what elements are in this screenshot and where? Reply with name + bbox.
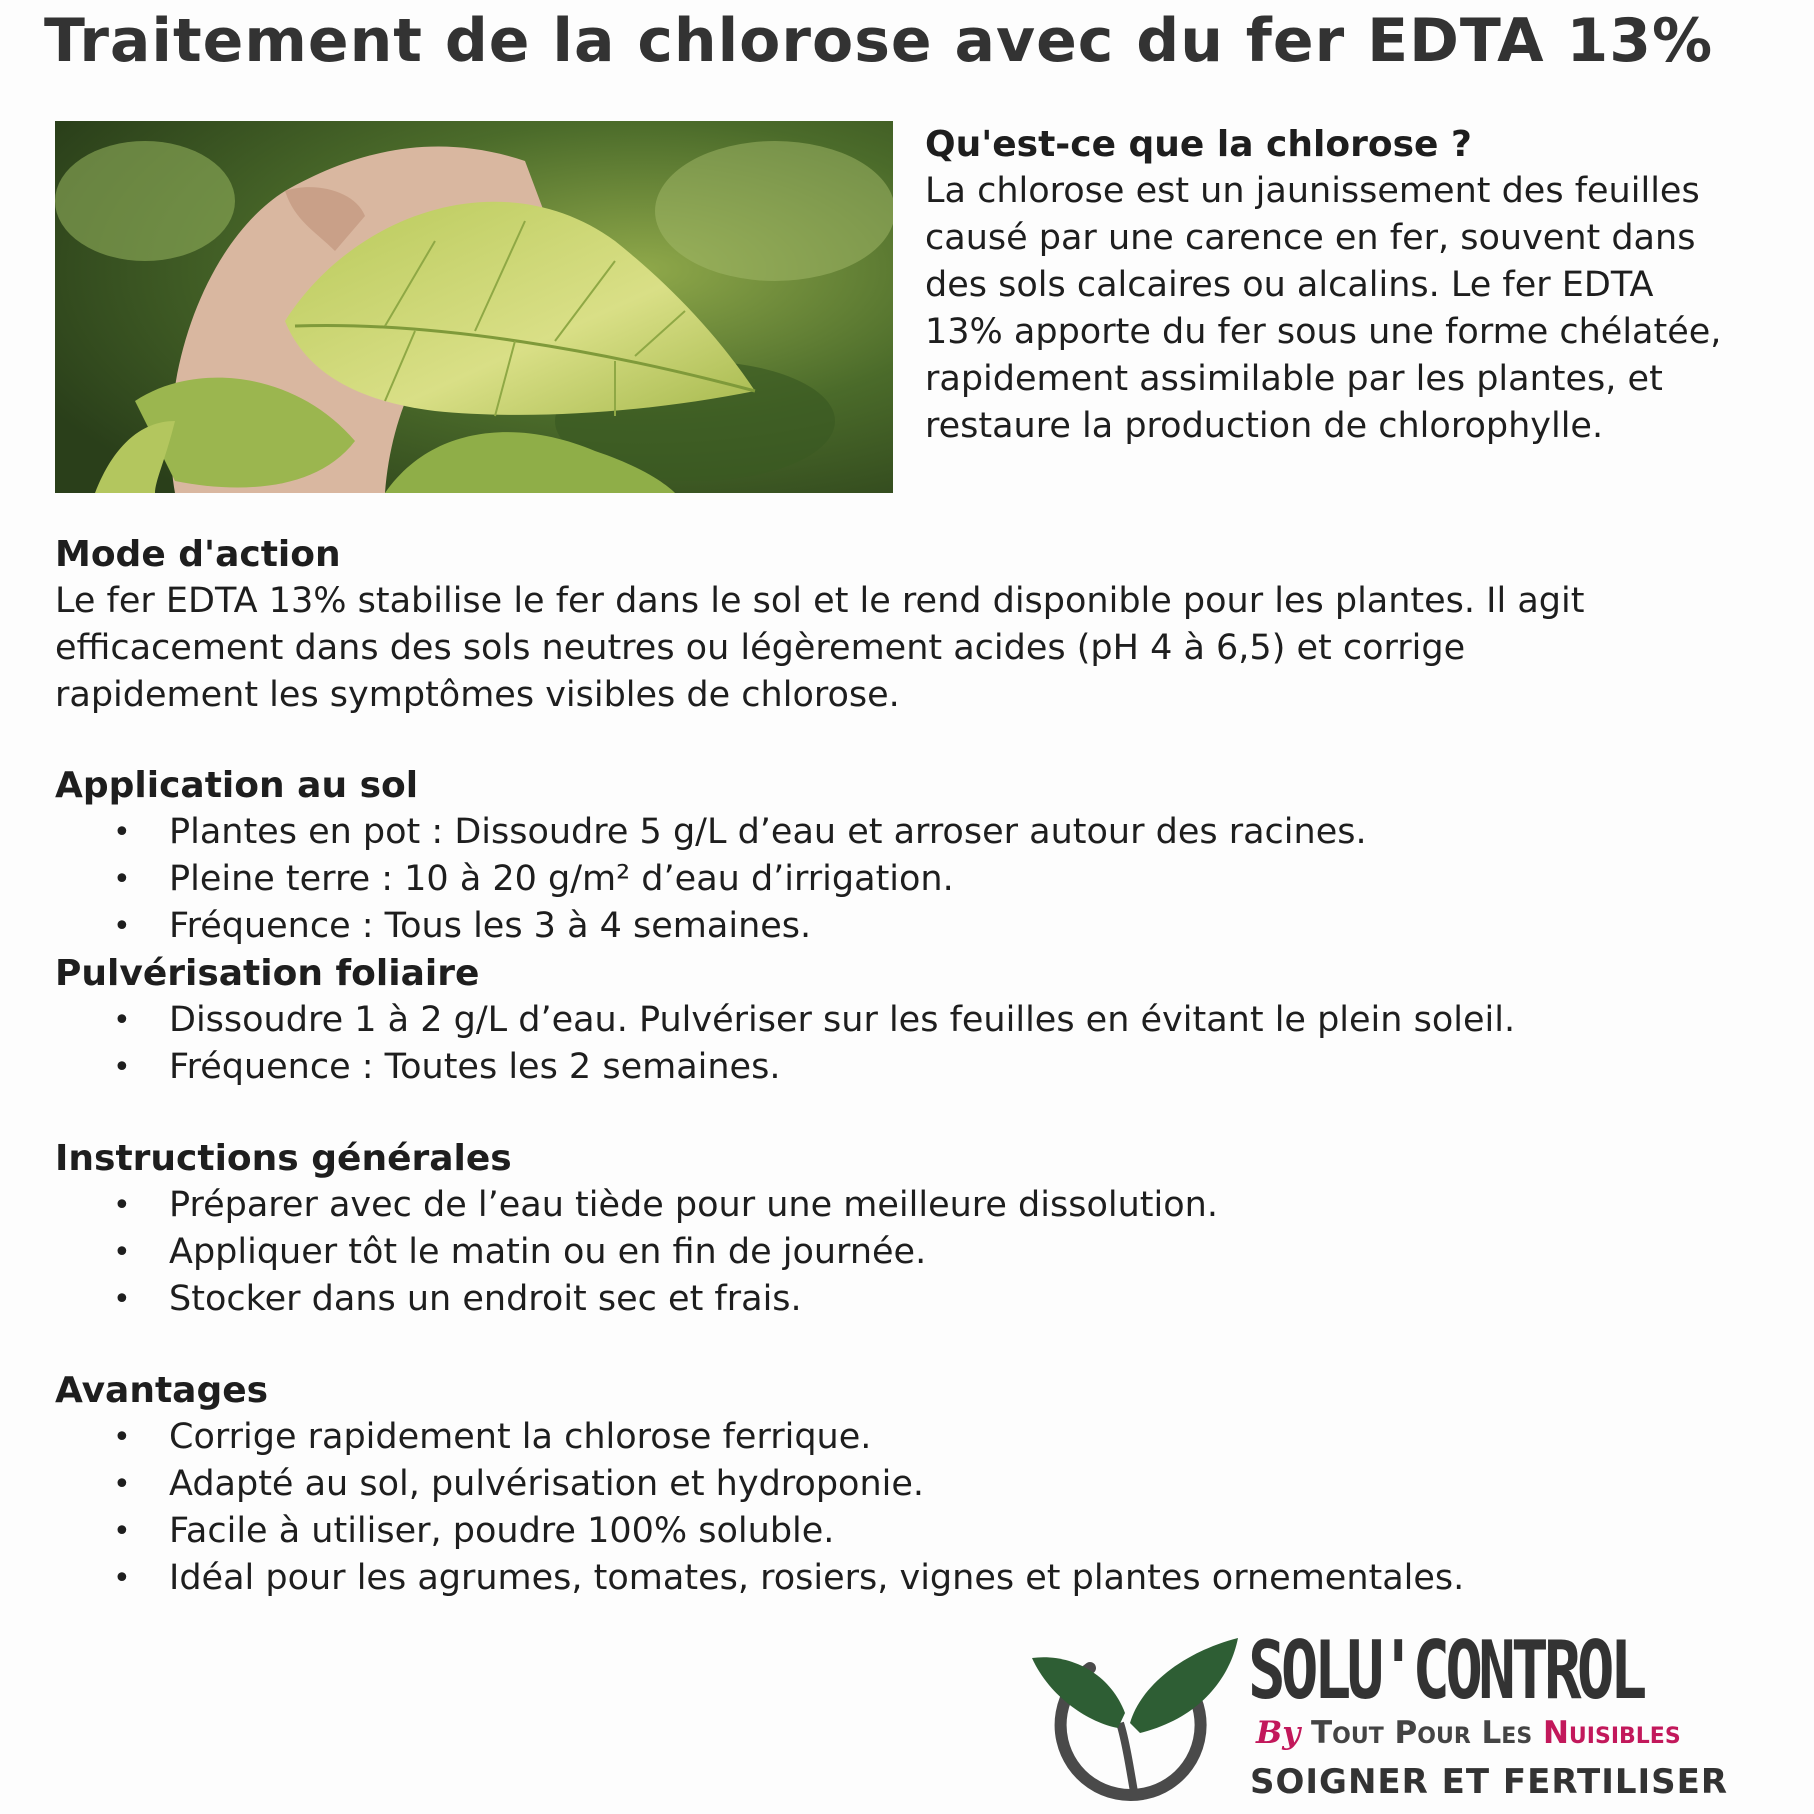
avantages-list <box>55 1414 1795 1602</box>
intro-line: causé par une carence en fer, souvent dans <box>925 218 1696 258</box>
brand-tagline: SOIGNER ET FERTILISER <box>1250 1762 1729 1802</box>
mode-action-section <box>55 531 1795 719</box>
bullet-icon: • <box>113 1050 131 1085</box>
intro-line: des sols calcaires ou alcalins. Le fer EDTA <box>925 265 1654 305</box>
intro-line: 13% apporte du fer sous une forme chélatée, <box>925 312 1722 352</box>
list-item: • Corrige rapidement la chlorose ferrique. <box>55 1414 1795 1461</box>
bullet-icon: • <box>113 1003 131 1038</box>
avantages-section <box>55 1367 1795 1602</box>
mode-action-line: efficacement dans des sols neutres ou légèrement acides (pH 4 à 6,5) et corrige <box>55 628 1466 668</box>
list-item: • Pleine terre : 10 à 20 g/m² d’eau d’irrigation. <box>55 856 1795 903</box>
brand-name: SOLU'CONTROL <box>1248 1624 1643 1717</box>
intro-line: rapidement assimilable par les plantes, et <box>925 359 1663 399</box>
list-item: • Adapté au sol, pulvérisation et hydroponie. <box>55 1461 1795 1508</box>
intro-line: restaure la production de chlorophylle. <box>925 406 1604 446</box>
bullet-icon: • <box>113 909 131 944</box>
avantages-heading: Avantages <box>55 1370 269 1411</box>
bullet-icon: • <box>113 1188 131 1223</box>
instructions-heading: Instructions générales <box>55 1138 512 1179</box>
instructions-list <box>55 1182 1795 1323</box>
list-item: • Fréquence : Toutes les 2 semaines. <box>55 1044 1795 1091</box>
list-item: • Fréquence : Tous les 3 à 4 semaines. <box>55 903 1795 950</box>
bullet-icon: • <box>113 1420 131 1455</box>
mode-action-line: rapidement les symptômes visibles de chlorose. <box>55 675 900 715</box>
list-item: • Plantes en pot : Dissoudre 5 g/L d’eau et arroser autour des racines. <box>55 809 1795 856</box>
page-title: Traitement de la chlorose avec du fer EDTA 13% <box>44 6 1714 76</box>
application-sol-heading: Application au sol <box>55 765 419 806</box>
sprout-circle-icon <box>1030 1628 1240 1808</box>
intro-line: La chlorose est un jaunissement des feuilles <box>925 171 1700 211</box>
application-sol-list <box>55 809 1795 950</box>
list-item: • Idéal pour les agrumes, tomates, rosiers, vignes et plantes ornementales. <box>55 1555 1795 1602</box>
list-item: • Stocker dans un endroit sec et frais. <box>55 1276 1795 1323</box>
intro-section <box>925 121 1805 450</box>
list-item: • Préparer avec de l’eau tiède pour une meilleure dissolution. <box>55 1182 1795 1229</box>
bullet-icon: • <box>113 1561 131 1596</box>
solucontrol-logo <box>1030 1624 1770 1808</box>
intro-heading: Qu'est-ce que la chlorose ? <box>925 124 1472 165</box>
mode-action-line: Le fer EDTA 13% stabilise le fer dans le sol et le rend disponible pour les plantes. Il agit <box>55 581 1585 621</box>
mode-action-heading: Mode d'action <box>55 534 341 575</box>
list-item: • Appliquer tôt le matin ou en fin de journée. <box>55 1229 1795 1276</box>
instructions-section <box>55 1135 1795 1323</box>
chlorosis-leaf-photo <box>55 121 893 493</box>
bullet-icon: • <box>113 1282 131 1317</box>
list-item: • Dissoudre 1 à 2 g/L d’eau. Pulvériser sur les feuilles en évitant le plein soleil. <box>55 997 1795 1044</box>
bullet-icon: • <box>113 1235 131 1270</box>
bullet-icon: • <box>113 862 131 897</box>
pulverisation-list <box>55 997 1795 1091</box>
bullet-icon: • <box>113 815 131 850</box>
bullet-icon: • <box>113 1467 131 1502</box>
list-item: • Facile à utiliser, poudre 100% soluble. <box>55 1508 1795 1555</box>
bullet-icon: • <box>113 1514 131 1549</box>
application-sol-section <box>55 762 1795 1091</box>
leaf-in-hand-image <box>55 121 893 493</box>
pulverisation-heading: Pulvérisation foliaire <box>55 953 480 994</box>
brand-byline: By Tout Pour Les Nuisibles <box>1256 1715 1681 1751</box>
